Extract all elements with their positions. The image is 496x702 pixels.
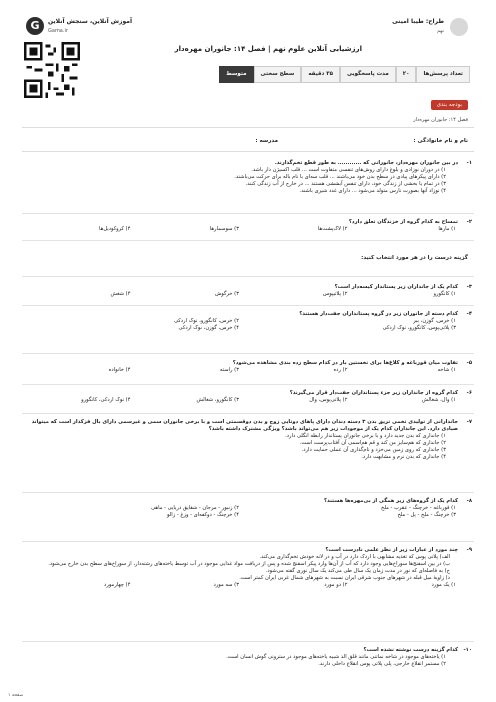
option-2[interactable]: ۲) مستمر انقلاع خارجی، پلی پلاتی پوس انقلاع داخلی دارند. xyxy=(318,661,446,668)
question-7 xyxy=(22,419,472,461)
option-1[interactable]: ۱) کانگورو xyxy=(433,291,456,298)
divider xyxy=(22,641,474,642)
divider xyxy=(22,151,474,152)
question-number: ۴- xyxy=(466,311,472,317)
option-3[interactable]: ۳) سوسمارها xyxy=(209,226,239,233)
option-4[interactable]: ۴) خرچنگ - دوکفه‌ای - وزغ - زالو xyxy=(167,512,239,519)
option-2[interactable]: ۲) جانداری که هم‌سایز من کند و قم هم‌اسمی آن آفتاب‌پرست است. xyxy=(299,440,446,447)
divider xyxy=(22,276,474,277)
difficulty-label: سطح سختی xyxy=(254,66,302,83)
question-stem: کدام دسته از جانوران زیر در گروه پستانداران جفت‌دار هستند؟ xyxy=(299,311,458,317)
option-1[interactable]: ۱) یک مورد xyxy=(431,582,456,589)
option-3[interactable]: ۳) در تمام یا بخشی از زندگی خود، دارای تنفس آبششی هستند ... در خارج از آب زندگی کنند. xyxy=(245,181,446,188)
option-2[interactable]: ۲) دو مورد xyxy=(324,582,348,589)
question-stem: کدام یک از گروه‌های زیر همگی از بی‌مهره‌ها هستند؟ xyxy=(324,498,458,504)
option-4[interactable]: ۴) جانداری که بدن نرم و مشابهت دارد. xyxy=(361,454,446,461)
exam-title: ارزشیابی آنلاین علوم نهم | فصل ۱۴: جانوران مهره‌دار xyxy=(174,45,362,53)
designer-avatar xyxy=(450,18,468,36)
divider xyxy=(22,127,474,128)
question-number: ۱- xyxy=(466,160,472,166)
question-stem: کدام گروه از جانداران زیر جزء پستانداران جفت‌دار قرار می‌گیرند؟ xyxy=(289,390,458,396)
brand-slogan: آموزش آنلاین، سنجش آنلاین xyxy=(48,18,133,25)
question-number: ۷- xyxy=(466,419,472,425)
divider xyxy=(22,240,474,241)
question-3 xyxy=(22,284,472,298)
option-2[interactable]: ۲) دارای پیکرهای پیادی در سطح بدن خود می‌باشند ... قلب سه‌ای با نام باله برای حرکت می‌باشند. xyxy=(234,174,446,181)
question-stem: در بین جانوران مهره‌دار، جانورانی که ............ به طور قطع تخم‌گذارند. xyxy=(274,160,458,166)
question-stem: کدام گزینه درست نوشته نشده است؟ xyxy=(363,647,458,653)
statement-d: د) زاویهٔ میل قبله در شهرهای جنوب شرقی ایران نسبت به شهرهای شمال غربی ایران کمتر است. xyxy=(239,575,450,582)
statement-c: ج) به فاصله‌ای که نور در مدت زمان یک سال طی می‌کند یک سال نوری گفته می‌شود. xyxy=(265,568,450,575)
option-2[interactable]: ۲) پلاتی‌پوس، وال xyxy=(309,397,348,404)
option-1[interactable]: ۱) مارها xyxy=(438,226,456,233)
school-label: مدرسه : xyxy=(255,138,278,144)
question-stem: جاندارانی از تولیدی تخمی تریق بدن ۳ دسته دندان دارای پاهای دوتایی زوج و بدن دوقسمتی است و با برخی جانوران سمی و غیرسمی دارای بال فزکدار است که میتواند صیادی دارد. این جانداران کدام یک از موجودات زیر هم می‌تواند باشد؟ ویژگی مشترک داشته باشد؟ xyxy=(31,419,458,433)
question-stem: تمساح به کدام گروه از خزندگان تعلق دارد؟ xyxy=(348,219,458,225)
option-1[interactable]: ۱) شاخه xyxy=(437,367,456,374)
option-3[interactable]: ۳) خرچنگ - ملخ - پل - ملخ xyxy=(397,512,456,519)
student-info-row xyxy=(22,138,468,144)
option-2[interactable]: ۲) لاک‌پشت‌ها xyxy=(317,226,348,233)
statement-b: ب) در بین اسفنج‌ها سوراخ‌هایی وجود دارد که آب از آن‌ها وارد پیکر اسفنج شده و پس از دریافت مواد غذایی موجود در آب توسط یاخته‌های رشته‌دار، از سوراخ‌های سطح بدن خارج می‌شود. xyxy=(48,561,450,568)
option-2[interactable]: ۲) رده xyxy=(333,367,348,374)
name-label: نام و نام خانوادگی : xyxy=(413,138,468,144)
option-3[interactable]: ۳) سه مورد xyxy=(213,582,239,589)
option-1[interactable]: ۱) وال، شغالش xyxy=(421,397,456,404)
divider xyxy=(22,213,474,214)
brand-site: Gama.ir xyxy=(48,28,68,34)
option-2[interactable]: ۲) زنبور - مرجان - شقایق دریایی - ماهی xyxy=(151,505,239,512)
question-stem: کدام یک از جانداران زیر پستاندار کیسه‌دار است؟ xyxy=(334,284,458,290)
question-number: ۱۰- xyxy=(463,647,472,653)
gama-logo-icon: G xyxy=(26,17,44,35)
option-4[interactable]: ۴) کروکودیل‌ها xyxy=(99,226,131,233)
question-1 xyxy=(22,160,472,195)
question-count-label: تعداد پرسش‌ها xyxy=(416,66,470,83)
question-number: ۸- xyxy=(466,498,472,504)
divider xyxy=(22,384,474,385)
divider xyxy=(22,541,474,542)
divider xyxy=(22,413,474,414)
chapter-label: فصل ۱۴: جانوران مهره‌دار xyxy=(413,117,468,123)
grade-label: نهم xyxy=(436,28,444,34)
question-number: ۲- xyxy=(466,219,472,225)
divider xyxy=(22,353,474,354)
option-4[interactable]: ۴) خرس، گوزن، نوک اردکی xyxy=(178,325,239,332)
question-6 xyxy=(22,390,472,404)
option-3[interactable]: ۳) جانداری که روی زمین می‌خزد و نام‌گذاری آن عملی حمایت دارد. xyxy=(301,447,446,454)
option-3[interactable]: ۳) کانگورو، شغالش xyxy=(196,397,239,404)
option-2[interactable]: ۲) پلاتیپوس xyxy=(322,291,348,298)
option-4[interactable]: ۴) نوزاد آنها بصورت نارس متولد می‌شود ... دارای غدد شیری باشند. xyxy=(299,188,446,195)
option-4[interactable]: ۴) شغش xyxy=(110,291,131,298)
option-4[interactable]: ۴) خانواده xyxy=(108,367,131,374)
section-heading: گزینه درست را در هر مورد انتخاب کنید: xyxy=(361,255,468,261)
question-stem: تفاوت میان قورباغه و کلاغ‌ها برای نخستین بار در کدام سطح رده بندی مشاهده می‌شود؟ xyxy=(232,360,458,366)
designer-name: طراح: طیبا امینی xyxy=(392,18,444,25)
question-count-value: ۲۰ xyxy=(396,66,417,83)
duration-value: ۳۵ دقیقه xyxy=(301,66,340,83)
statement-a: الف) پلاتی پوس که تغذیه مشابهی با اردک دارد در آب و در لانه خودش تخم‌گذاری می‌کند. xyxy=(259,554,450,561)
question-number: ۵- xyxy=(466,360,472,366)
qr-code-icon xyxy=(24,42,80,98)
divider xyxy=(22,305,474,306)
option-3[interactable]: ۳) پلاتی‌پوس، کانگورو، نوک اردکی xyxy=(382,325,456,332)
question-8 xyxy=(22,498,472,519)
exam-info-bar xyxy=(219,66,470,81)
question-number: ۹- xyxy=(466,547,472,553)
option-3[interactable]: ۳) خرگوش xyxy=(214,291,239,298)
option-1[interactable]: ۱) قورباغه - خرچنگ - عقرب - ملخ xyxy=(381,505,456,512)
question-5 xyxy=(22,360,472,374)
option-1[interactable]: ۱) جانداری که بدن جدید دارد و با برخی جانوران پستاندار رابطه انگلی دارد. xyxy=(285,433,446,440)
page-number: صفحه ۱ xyxy=(8,693,24,698)
difficulty-value: متوسط xyxy=(219,66,253,83)
question-number: ۶- xyxy=(466,390,472,396)
option-2[interactable]: ۲) خرس، کانگورو، نوک اردکی xyxy=(173,318,239,325)
divider xyxy=(22,492,474,493)
question-stem: چند مورد از عبارات زیر از نظر علمی نادرست است؟ xyxy=(325,547,458,553)
question-4 xyxy=(22,311,472,332)
question-number: ۳- xyxy=(466,284,472,290)
option-3[interactable]: ۳) راسته xyxy=(219,367,239,374)
duration-label: مدت پاسخگویی xyxy=(340,66,396,83)
question-2 xyxy=(22,219,472,233)
option-1[interactable]: ۱) در دوران نوزادی و بلوغ دارای روش‌های تنفسی متفاوت است ... قلب اکسیژن دار باشد. xyxy=(251,167,446,174)
option-1[interactable]: ۱) یاخته‌های موجود در شاخه نماتنی مانند قلق الذ شبیه یاخته‌های موجود در سترونی گوش انسان است. xyxy=(226,654,446,661)
budget-tag: بودجه بندی xyxy=(431,100,468,110)
option-1[interactable]: ۱) خرس، گوزن، ببر xyxy=(413,318,456,325)
question-10 xyxy=(22,647,472,668)
option-4[interactable]: ۴) چهارمورد xyxy=(104,582,131,589)
option-4[interactable]: ۴) نوک اردکی، کانگورو xyxy=(81,397,131,404)
question-9 xyxy=(22,547,472,589)
header xyxy=(22,14,474,98)
